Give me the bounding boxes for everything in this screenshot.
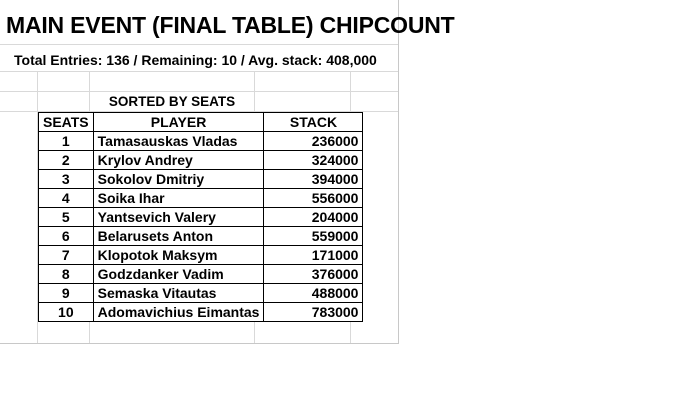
table-row xyxy=(39,208,363,227)
seat-cell: 10 xyxy=(39,303,94,322)
chipcount-table xyxy=(38,112,363,322)
stack-cell: 783000 xyxy=(264,303,363,322)
table-header-row xyxy=(39,113,363,132)
table-row xyxy=(39,246,363,265)
table-row xyxy=(39,189,363,208)
grid-edge-right xyxy=(398,0,399,344)
table-caption: SORTED BY SEATS xyxy=(108,94,236,109)
table-row xyxy=(39,170,363,189)
player-cell: Belarusets Anton xyxy=(93,227,264,246)
stack-cell: 171000 xyxy=(264,246,363,265)
stack-cell: 204000 xyxy=(264,208,363,227)
table-row xyxy=(39,151,363,170)
table-row xyxy=(39,227,363,246)
stack-cell: 488000 xyxy=(264,284,363,303)
player-cell: Godzdanker Vadim xyxy=(93,265,264,284)
stack-cell: 236000 xyxy=(264,132,363,151)
seat-cell: 4 xyxy=(39,189,94,208)
seat-cell: 9 xyxy=(39,284,94,303)
seat-cell: 7 xyxy=(39,246,94,265)
table-row xyxy=(39,303,363,322)
player-cell: Sokolov Dmitriy xyxy=(93,170,264,189)
seat-cell: 3 xyxy=(39,170,94,189)
player-cell: Klopotok Maksym xyxy=(93,246,264,265)
player-cell: Krylov Andrey xyxy=(93,151,264,170)
seat-cell: 8 xyxy=(39,265,94,284)
grid-edge-bottom xyxy=(0,343,399,344)
table-row xyxy=(39,265,363,284)
player-cell: Yantsevich Valery xyxy=(93,208,264,227)
grid-row-line xyxy=(0,91,399,92)
player-cell: Adomavichius Eimantas xyxy=(93,303,264,322)
stack-cell: 376000 xyxy=(264,265,363,284)
table-row xyxy=(39,284,363,303)
table-row xyxy=(39,132,363,151)
stack-cell: 559000 xyxy=(264,227,363,246)
seat-cell: 1 xyxy=(39,132,94,151)
header-stack: STACK xyxy=(264,113,363,132)
summary-line: Total Entries: 136 / Remaining: 10 / Avg. stack: 408,000 xyxy=(14,52,377,68)
player-cell: Soika Ihar xyxy=(93,189,264,208)
player-cell: Semaska Vitautas xyxy=(93,284,264,303)
header-player: PLAYER xyxy=(93,113,264,132)
page-title: MAIN EVENT (FINAL TABLE) CHIPCOUNT xyxy=(6,12,455,38)
seat-cell: 2 xyxy=(39,151,94,170)
header-seats: SEATS xyxy=(39,113,94,132)
grid-row-line xyxy=(0,71,399,72)
player-cell: Tamasauskas Vladas xyxy=(93,132,264,151)
seat-cell: 5 xyxy=(39,208,94,227)
stack-cell: 394000 xyxy=(264,170,363,189)
stack-cell: 556000 xyxy=(264,189,363,208)
seat-cell: 6 xyxy=(39,227,94,246)
stack-cell: 324000 xyxy=(264,151,363,170)
